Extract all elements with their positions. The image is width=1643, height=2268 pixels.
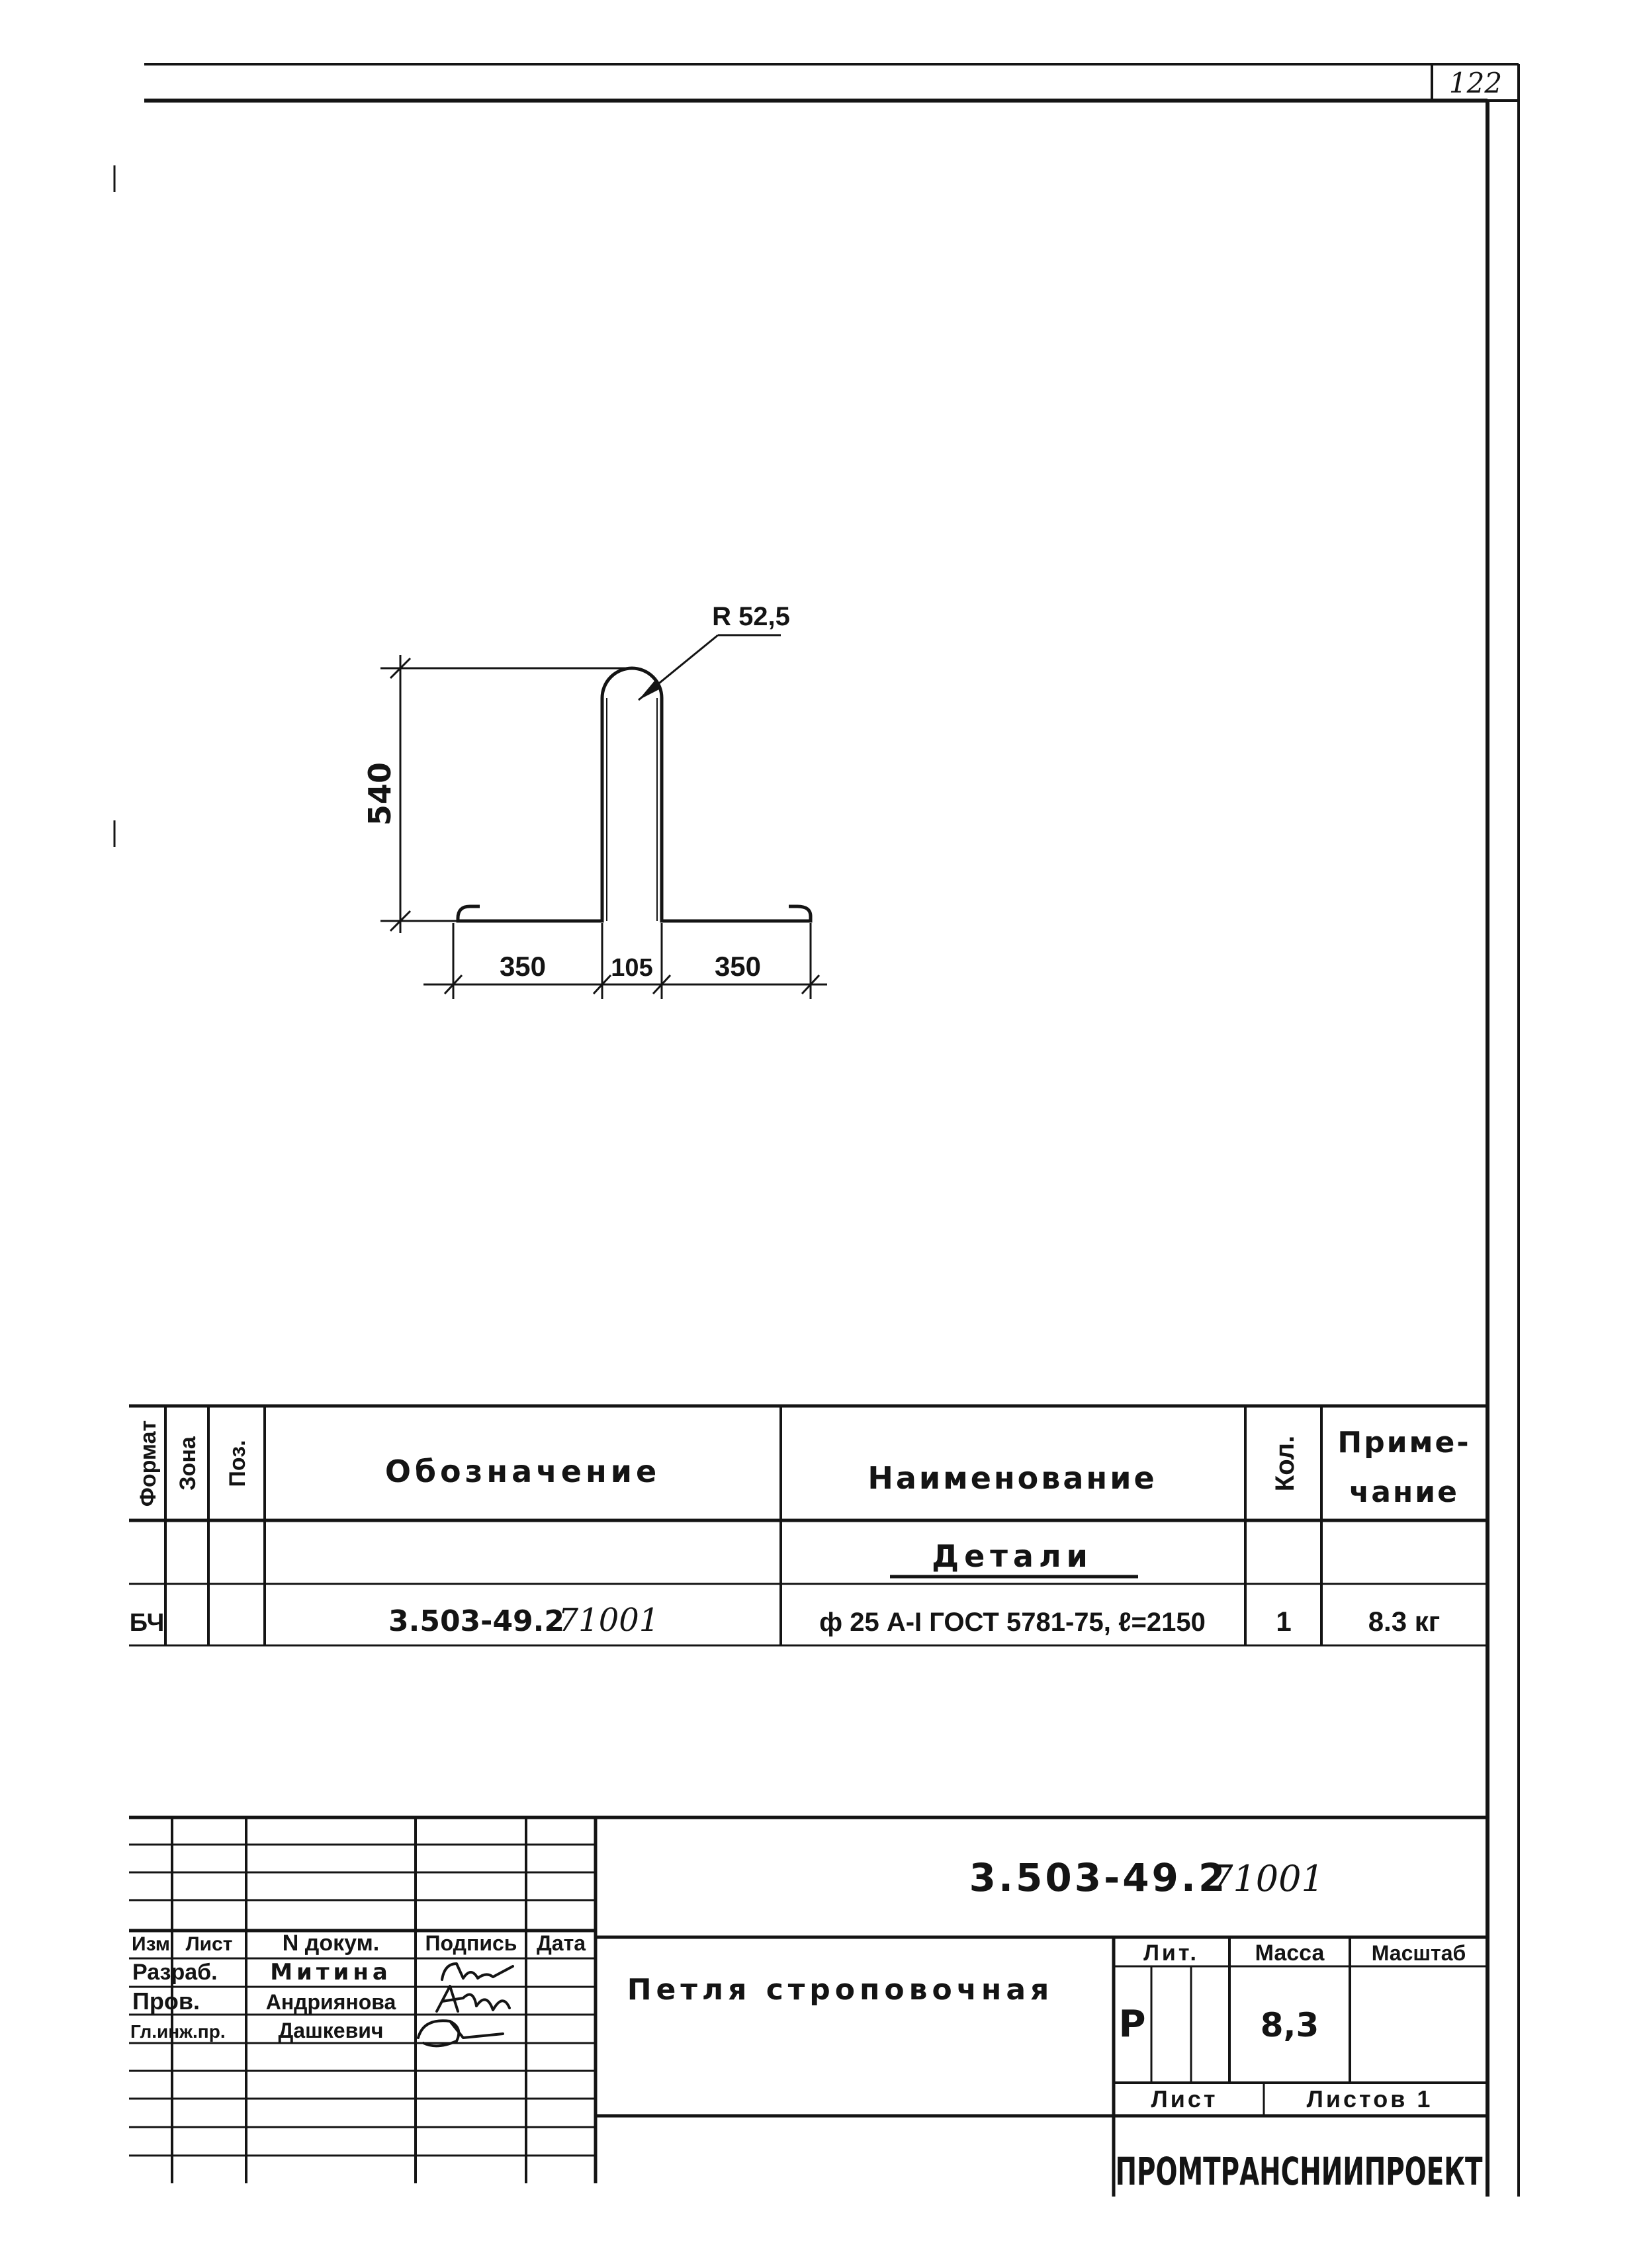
part-drawing [362, 602, 827, 999]
lit-value: Р [1118, 2003, 1146, 2046]
row-designation-sub: 71001 [558, 1602, 660, 1639]
section-title-details: Детали [932, 1538, 1093, 1574]
title-block [129, 1817, 1488, 2197]
name-checker: Андриянова [265, 1990, 396, 2014]
row-designation-main: 3.503-49.2 [388, 1604, 564, 1638]
col-header-note-line1: Приме- [1337, 1426, 1471, 1460]
header-date: Дата [536, 1931, 586, 1955]
dim-left-leg-label: 350 [499, 951, 547, 982]
dim-height-label: 540 [362, 762, 398, 826]
sheets-label: Листов 1 [1306, 2085, 1433, 2113]
radius-callout [639, 602, 790, 700]
col-header-format: Формат [136, 1420, 161, 1507]
col-header-designation: Обозначение [384, 1454, 661, 1489]
col-header-name: Наименование [867, 1460, 1157, 1496]
height-dimension [362, 655, 632, 933]
col-header-pos: Поз. [225, 1440, 250, 1487]
col-header-zone: Зона [175, 1436, 200, 1491]
col-header-qty: Кол. [1270, 1435, 1300, 1492]
role-checker: Пров. [132, 1987, 200, 2015]
header-izm: Изм [132, 1933, 170, 1955]
role-chief-engineer: Гл.инж.пр. [130, 2021, 226, 2042]
table-row [130, 1602, 1441, 1639]
header-doc-no: N докум. [282, 1931, 380, 1956]
role-developer: Разраб. [132, 1960, 218, 1985]
header-list: Лист [185, 1933, 233, 1955]
width-dimensions [423, 923, 827, 999]
scale-label: Масштаб [1371, 1941, 1466, 1965]
col-header-note-line2: чание [1349, 1475, 1459, 1509]
dim-center-label: 105 [611, 954, 653, 982]
mass-value: 8,3 [1260, 2006, 1319, 2044]
sheet-number: 122 [1448, 67, 1503, 99]
document-code: 3.503-49.2 [969, 1855, 1228, 1900]
row-qty: 1 [1276, 1606, 1292, 1637]
signature-developer [442, 1964, 513, 1980]
spec-table [129, 1406, 1488, 1645]
document-title: Петля строповочная [627, 1973, 1054, 2007]
lit-label: Лит. [1143, 1941, 1199, 1966]
row-note: 8.3 кг [1368, 1606, 1441, 1637]
loop-outline [458, 668, 811, 921]
row-format: БЧ [129, 1609, 165, 1637]
mass-label: Масса [1255, 1941, 1325, 1966]
sheet-label: Лист [1151, 2085, 1218, 2113]
row-name: ф 25 А-I ГОСТ 5781-75, ℓ=2150 [819, 1608, 1206, 1637]
document-sub-code: 71001 [1210, 1858, 1324, 1899]
dim-radius-label: R 52,5 [712, 602, 790, 631]
organization-name: ПРОМТРАНСНИИПРОЕКТ [1115, 2149, 1483, 2194]
dim-right-leg-label: 350 [714, 951, 762, 982]
name-developer: Митина [270, 1959, 392, 1985]
name-chief-engineer: Дашкевич [278, 2019, 384, 2042]
signature-checker [437, 1986, 510, 2011]
header-signature: Подпись [425, 1931, 517, 1955]
